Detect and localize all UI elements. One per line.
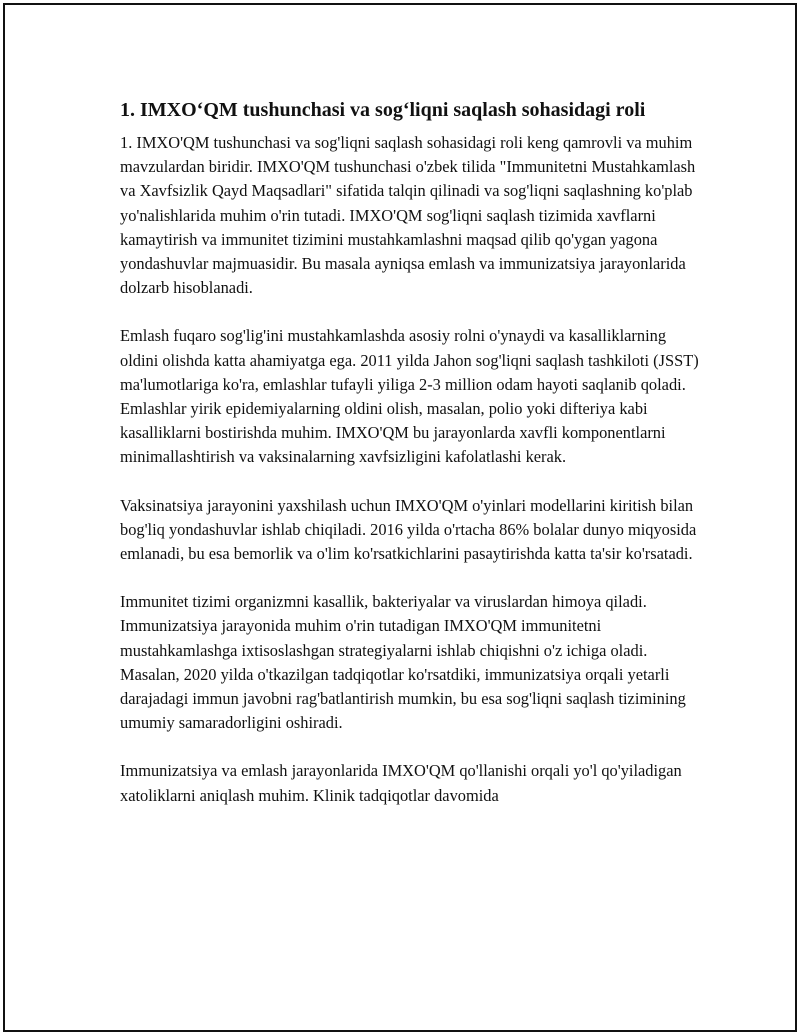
page-frame [3, 3, 797, 1032]
paragraph-vaccination-process: Vaksinatsiya jarayonini yaxshilash uchun IMXO'QM o'yinlari modellarini kiritish bilan bog'liq yondashuvlar ishlab chiqiladi. 2016 yilda o'rtacha 86% bolalar dunyo miqyosida emlanadi, bu esa bemorlik va o'lim ko'rsatkichlarini pasaytirishda katta ta'sir ko'rsatadi. [120, 495, 697, 564]
section-heading: 1. IMXO‘QM tushunchasi va sog‘liqni saqlash sohasidagi roli [120, 99, 646, 121]
paragraph-intro: 1. IMXO'QM tushunchasi va sog'liqni saqlash sohasidagi roli keng qamrovli va muhim mavzulardan biridir. IMXO'QM tushunchasi o'zbek tilida "Immunitetni Mustahkamlash va Xavfsizlik Qayd Maqsadlari" sifatida talqin qilinadi va sog'liqni saqlashning ko'plab yo'nalishlarida muhim o'rin tutadi. IMXO'QM sog'liqni saqlash tizimida xavflarni kamaytirish va immunitet tizimini mustahkamlashni maqsad qilib qo'ygan yagona yondashuvlar majmuasidir. Bu masala ayniqsa emlash va immunizatsiya jarayonlarida dolzarb hisoblanadi. [120, 133, 696, 298]
document-body [120, 97, 705, 832]
paragraph-immune-system: Immunitet tizimi organizmni kasallik, bakteriyalar va viruslardan himoya qiladi. Immunizatsiya jarayonida muhim o'rin tutadigan IMXO'QM immunitetni mustahkamlashga ixtisoslashgan strategiyalarni ishlab chiqishni o'z ichiga oladi. Masalan, 2020 yilda o'tkazilgan tadqiqotlar ko'rsatdiki, immunizatsiya orqali yetarli darajadagi immun javobni rag'batlantirish mumkin, bu esa sog'liqni saqlash tizimining umumiy samaradorligini oshiradi. [120, 592, 686, 733]
paragraph-error-detection: Immunizatsiya va emlash jarayonlarida IMXO'QM qo'llanishi orqali yo'l qo'yiladigan xatoliklarni aniqlash muhim. Klinik tadqiqotlar davomida [120, 761, 682, 805]
paragraph-vaccination-role: Emlash fuqaro sog'lig'ini mustahkamlashda asosiy rolni o'ynaydi va kasalliklarning oldini olishda katta ahamiyatga ega. 2011 yilda Jahon sog'liqni saqlash tashkiloti (JSST) ma'lumotlariga ko'ra, emlashlar tufayli yiliga 2-3 million odam hayoti saqlanib qoladi. Emlashlar yirik epidemiyalarning oldini olish, masalan, polio yoki difteriya kabi kasalliklarni bostirishda muhim. IMXO'QM bu jarayonlarda xavfli komponentlarni minimallashtirish va vaksinalarning xavfsizligini kafolatlashi kerak. [120, 326, 699, 467]
